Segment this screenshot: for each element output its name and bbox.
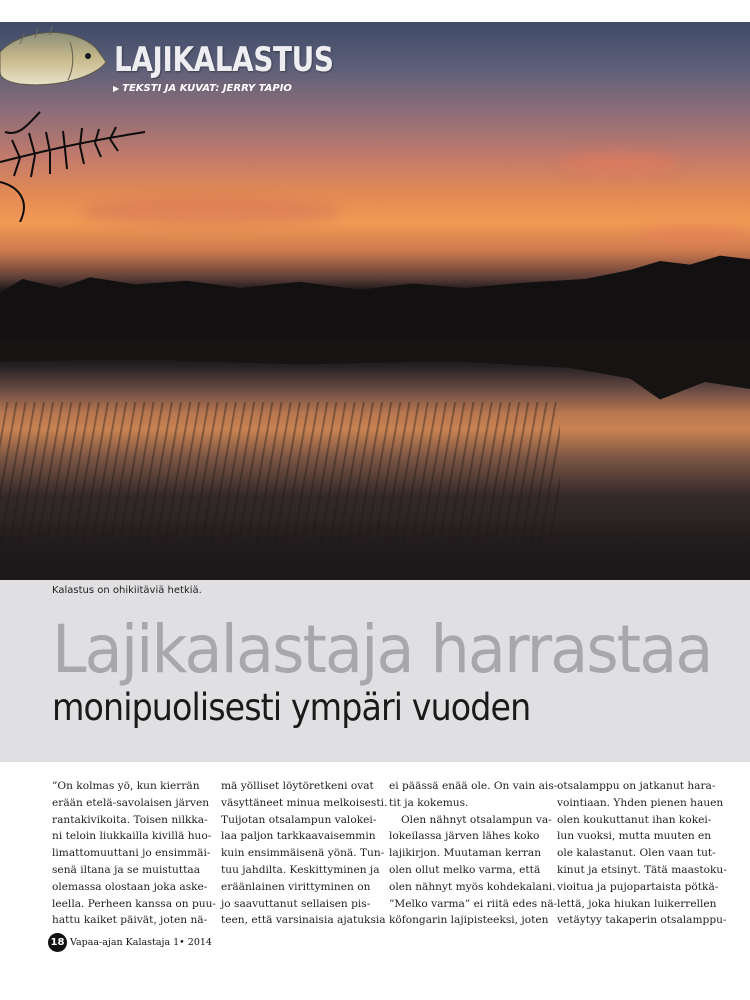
body-line: vioitua ja pujopartaista pötkä- <box>557 880 719 893</box>
body-line: vetäytyy takaperin otsalamppu- <box>557 914 727 927</box>
body-line: tuu jahdilta. Keskittyminen ja <box>221 863 380 876</box>
body-line: mä yölliset löytöretkeni ovat <box>221 780 374 792</box>
body-line: Tuijotan otsalampun valokei- <box>221 813 377 826</box>
byline-text: TEKSTI JA KUVAT: JERRY TAPIO <box>122 83 292 94</box>
body-column-2 <box>221 778 388 929</box>
body-line: Olen nähnyt otsalampun va- <box>401 813 552 826</box>
sunset-cloud <box>640 227 750 241</box>
body-line: otsalamppu on jatkanut hara- <box>557 780 716 792</box>
body-line: olen koukuttanut ihan kokei- <box>557 813 712 826</box>
body-column-3 <box>389 778 558 929</box>
body-line: limattomuuttani jo ensimmäi- <box>52 847 211 860</box>
body-line: teen, että varsinaisia ajatuksia <box>221 914 386 927</box>
body-line: olen ollut melko varma, että <box>389 863 541 876</box>
section-kicker: LAJIKALASTUS <box>114 40 334 80</box>
body-line: lajikirjon. Muutaman kerran <box>389 847 542 860</box>
forest-reflection <box>0 340 750 410</box>
body-line: jo saavuttanut sellaisen pis- <box>221 897 371 910</box>
body-column-1 <box>52 778 216 929</box>
forest-treeline <box>0 252 750 342</box>
body-line: rantakivikoita. Toisen nilkka- <box>52 813 208 826</box>
magazine-issue: Vapaa-ajan Kalastaja 1• 2014 <box>70 936 212 948</box>
body-line: ”On kolmas yö, kun kierrän <box>52 780 200 792</box>
body-line: kuin ensimmäisenä yönä. Tun- <box>221 847 385 860</box>
body-line: lokeilassa järven lähes koko <box>389 830 540 843</box>
byline <box>113 82 292 96</box>
body-line: kinut ja etsinyt. Tätä maastoku- <box>557 863 727 876</box>
body-line: ”Melko varma” ei riitä edes nä- <box>389 897 558 910</box>
body-line: ei päässä enää ole. On vain ais- <box>389 780 558 792</box>
body-line: erään etelä-savolaisen järven <box>52 796 210 809</box>
body-line: köfongarin lajipisteeksi, joten <box>389 914 549 927</box>
body-column-4 <box>557 778 727 929</box>
body-line: ole kalastanut. Olen vaan tut- <box>557 847 716 860</box>
body-line: leella. Perheen kanssa on puu- <box>52 897 216 910</box>
body-line: vointiaan. Yhden pienen hauen <box>557 796 724 809</box>
body-line: lun vuoksi, mutta muuten en <box>557 830 712 843</box>
body-line: olemassa olostaan joka aske- <box>52 880 208 893</box>
page-footer <box>48 932 212 952</box>
body-line: senä iltana ja se muistuttaa <box>52 863 201 876</box>
lake-shore <box>0 522 750 580</box>
body-line: lettä, joka hiukan luikerrellen <box>557 897 717 910</box>
article-subheadline: monipuolisesti ympäri vuoden <box>52 686 531 729</box>
body-line: ni teloin liukkailla kivillä huo- <box>52 830 212 843</box>
sunset-cloud <box>560 152 680 174</box>
body-line: hattu kaiket päivät, joten nä- <box>52 914 208 927</box>
article-headline: Lajikalastaja harrastaa <box>52 611 712 688</box>
body-line: laa paljon tarkkaavaisemmin <box>221 830 376 843</box>
page-number: 18 <box>48 933 67 952</box>
body-line: olen nähnyt myös kohdekalani. <box>389 880 556 893</box>
body-line: tit ja kokemus. <box>389 796 469 809</box>
fish-icon <box>0 22 110 94</box>
photo-caption: Kalastus on ohikiitäviä hetkiä. <box>52 585 202 596</box>
body-line: väsyttäneet minua melkoisesti. <box>221 796 388 809</box>
spruce-branch <box>0 92 150 222</box>
body-line: eräänlainen virittyminen on <box>221 880 371 893</box>
triangle-right-icon: ▶ <box>113 84 120 93</box>
hero-photo <box>0 22 750 580</box>
